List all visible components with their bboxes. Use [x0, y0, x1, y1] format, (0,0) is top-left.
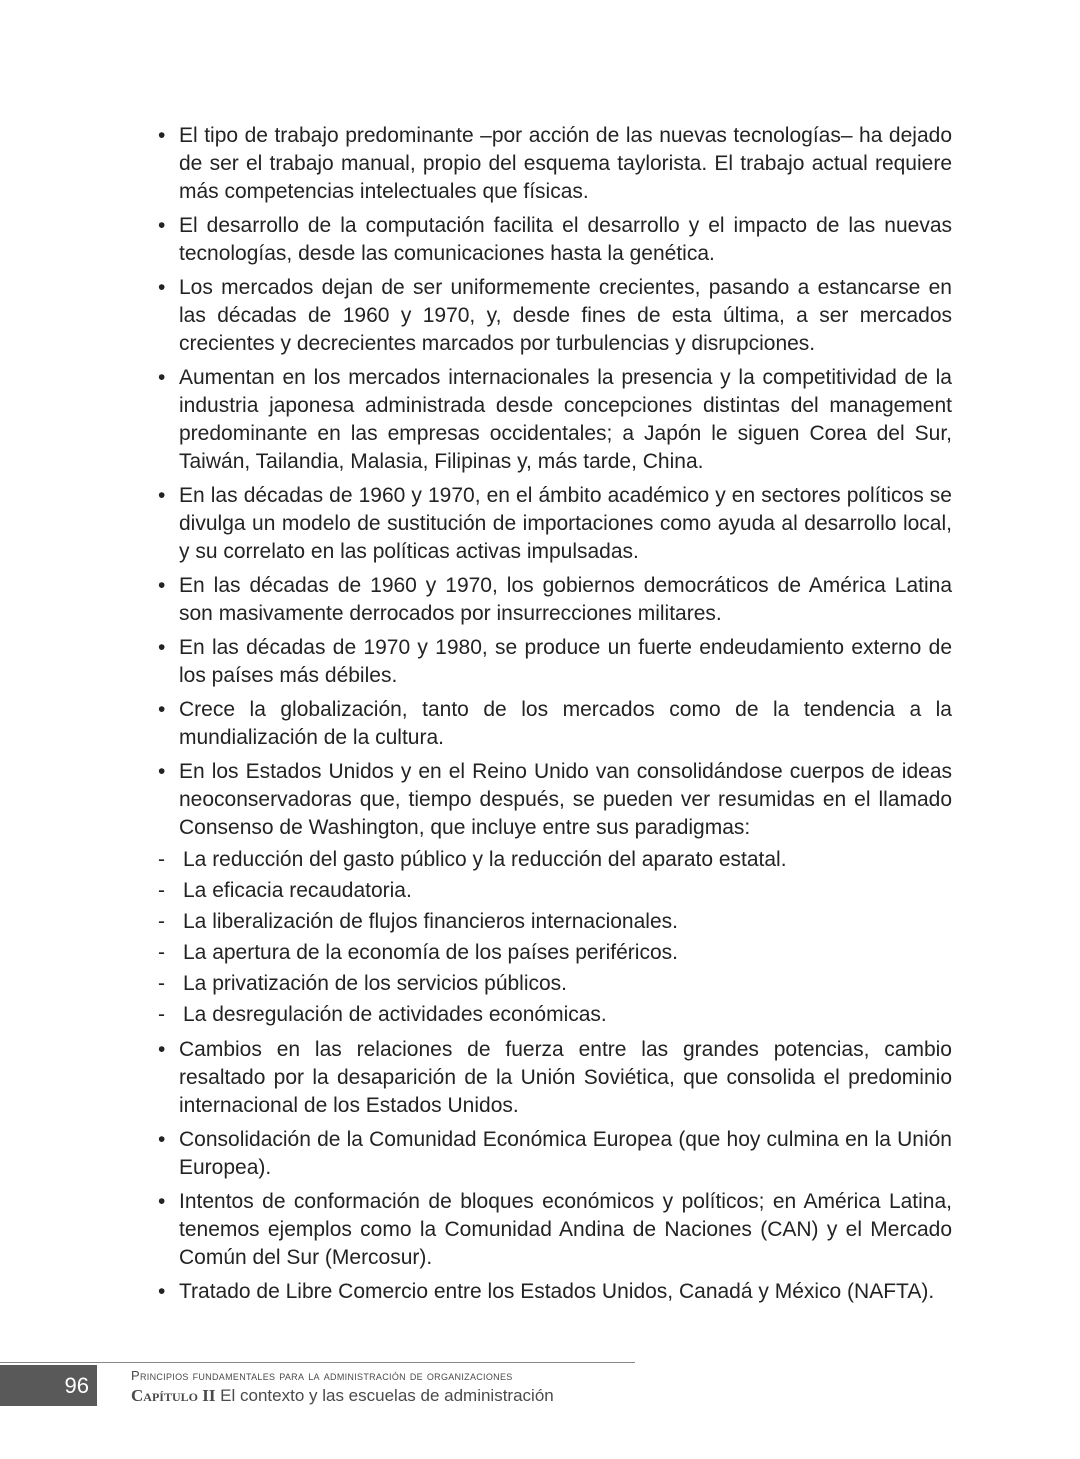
bullet-text: En los Estados Unidos y en el Reino Unido van consolidándose cuerpos de ideas neoconservadoras que, tiempo después, se pueden ver resumidas en el llamado Consenso de Washington, que incluye entre sus paradigmas:	[179, 760, 952, 839]
dash-marker: -	[158, 972, 165, 995]
bullet-text: Crece la globalización, tanto de los mercados como de la tendencia a la mundialización de la cultura.	[179, 698, 952, 749]
bullet-text: Los mercados dejan de ser uniformemente crecientes, pasando a estancarse en las décadas de 1960 y 1970, y, desde fines de esta última, a ser mercados crecientes y decrecientes marcados por turbulencias y disrupciones.	[179, 276, 952, 355]
chapter-label: Capítulo II	[131, 1386, 216, 1405]
sub-item	[158, 844, 952, 875]
bullet-marker: •	[158, 1190, 166, 1213]
bullet-marker: •	[158, 760, 166, 783]
bullet-marker: •	[158, 484, 166, 507]
dash-marker: -	[158, 848, 165, 871]
page-number: 96	[64, 1372, 89, 1398]
running-footer	[131, 1367, 554, 1407]
sub-item-text: La liberalización de flujos financieros internacionales.	[183, 910, 678, 933]
bullet-marker: •	[158, 636, 166, 659]
bullet-item	[158, 122, 952, 206]
bullet-marker: •	[158, 276, 166, 299]
sub-item-text: La eficacia recaudatoria.	[183, 879, 412, 902]
dash-marker: -	[158, 910, 165, 933]
bullet-item	[158, 696, 952, 752]
bullet-text: Cambios en las relaciones de fuerza entre las grandes potencias, cambio resaltado por la desaparición de la Unión Soviética, que consolida el predominio internacional de los Estados Unidos.	[179, 1038, 952, 1117]
bullet-item	[158, 634, 952, 690]
bullet-marker: •	[158, 574, 166, 597]
bullet-text: Consolidación de la Comunidad Económica Europea (que hoy culmina en la Unión Europea).	[179, 1128, 952, 1179]
bullet-marker: •	[158, 1038, 166, 1061]
sub-item-text: La privatización de los servicios públicos.	[183, 972, 568, 995]
sub-item-text: La apertura de la economía de los países periféricos.	[183, 941, 678, 964]
bullet-text: En las décadas de 1960 y 1970, en el ámbito académico y en sectores políticos se divulga un modelo de sustitución de importaciones como ayuda al desarrollo local, y su correlato en las políticas activas impulsadas.	[179, 484, 952, 563]
bullet-item	[158, 758, 952, 1030]
page-body	[158, 122, 952, 1312]
chapter-title: El contexto y las escuelas de administración	[220, 1386, 554, 1405]
bullet-marker: •	[158, 698, 166, 721]
bullet-item	[158, 364, 952, 476]
sub-item	[158, 906, 952, 937]
sub-item	[158, 968, 952, 999]
sub-item	[158, 937, 952, 968]
dash-marker: -	[158, 941, 165, 964]
bullet-text: El desarrollo de la computación facilita el desarrollo y el impacto de las nuevas tecnologías, desde las comunicaciones hasta la genética.	[179, 214, 952, 265]
sub-list	[158, 844, 952, 1030]
bullet-item	[158, 212, 952, 268]
bullet-item	[158, 572, 952, 628]
chapter-line	[131, 1385, 554, 1407]
page-number-box	[0, 1365, 97, 1406]
bullet-item	[158, 1126, 952, 1182]
bullet-item	[158, 1036, 952, 1120]
dash-marker: -	[158, 1003, 165, 1026]
footer-divider	[0, 1362, 635, 1363]
bullet-item	[158, 482, 952, 566]
bullet-marker: •	[158, 124, 166, 147]
sub-item-text: La desregulación de actividades económicas.	[183, 1003, 607, 1026]
bullet-list	[158, 122, 952, 1306]
bullet-item	[158, 1188, 952, 1272]
dash-marker: -	[158, 879, 165, 902]
sub-item	[158, 999, 952, 1030]
bullet-text: Aumentan en los mercados internacionales la presencia y la competitividad de la industria japonesa administrada desde concepciones distintas del management predominante en las empresas occidentales; a Japón le siguen Corea del Sur, Taiwán, Tailandia, Malasia, Filipinas y, más tarde, China.	[179, 366, 952, 473]
book-title: Principios fundamentales para la administración de organizaciones	[131, 1368, 513, 1383]
bullet-text: Intentos de conformación de bloques económicos y políticos; en América Latina, tenemos ejemplos como la Comunidad Andina de Naciones (CAN) y el Mercado Común del Sur (Mercosur).	[179, 1190, 952, 1269]
bullet-item	[158, 274, 952, 358]
bullet-marker: •	[158, 214, 166, 237]
bullet-text: En las décadas de 1970 y 1980, se produce un fuerte endeudamiento externo de los países más débiles.	[179, 636, 952, 687]
bullet-marker: •	[158, 1280, 166, 1303]
bullet-text: En las décadas de 1960 y 1970, los gobiernos democráticos de América Latina son masivamente derrocados por insurrecciones militares.	[179, 574, 952, 625]
bullet-text: Tratado de Libre Comercio entre los Estados Unidos, Canadá y México (NAFTA).	[179, 1280, 935, 1303]
sub-item-text: La reducción del gasto público y la reducción del aparato estatal.	[183, 848, 787, 871]
bullet-marker: •	[158, 366, 166, 389]
bullet-item	[158, 1278, 952, 1306]
bullet-text: El tipo de trabajo predominante –por acción de las nuevas tecnologías– ha dejado de ser el trabajo manual, propio del esquema taylorista. El trabajo actual requiere más competencias intelectuales que físicas.	[179, 124, 952, 203]
bullet-marker: •	[158, 1128, 166, 1151]
sub-item	[158, 875, 952, 906]
